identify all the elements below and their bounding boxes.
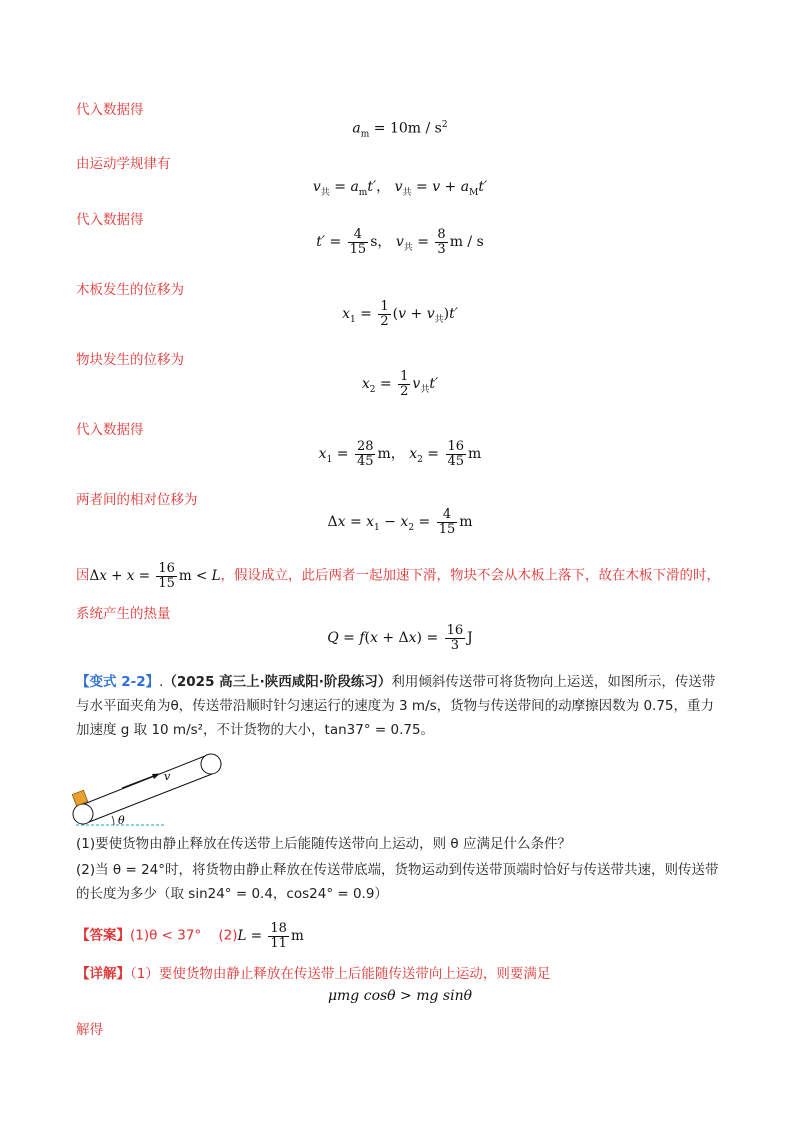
detail-label: 【详解】 xyxy=(76,966,130,982)
question-2: (2)当 θ = 24°时，将货物由静止释放在传送带底端，货物运动到传送带顶端时恰好与传送带共速，则传送带 的长度为多少（取 sin24° = 0.4，cos24° = 0.9） xyxy=(76,862,719,902)
text-line: 物块发生的位移为 xyxy=(76,352,184,368)
text-line: 解得 xyxy=(76,1022,103,1038)
equation-t: t′ = $\frac{4}{15}$ s， $v_共$ = $\frac{8}{3}$ m / s xyxy=(316,227,484,257)
conveyor-figure xyxy=(72,748,222,828)
answer-label: 【答案】 xyxy=(76,927,130,944)
equation-x1: $x_1$ = $\frac{1}{2}$ $(v + v_共)t'$ xyxy=(342,299,458,329)
detail-line: 【详解】（1）要使货物由静止释放在传送带上后能随传送带向上运动，则要满足 xyxy=(76,966,551,982)
text-line: 木板发生的位移为 xyxy=(76,282,184,298)
equation-x2: $x_2$ = $\frac{1}{2}$ $v_共t'$ xyxy=(361,369,439,399)
problem-source: （2025 高三上·陕西咸阳·阶段练习） xyxy=(163,674,392,690)
text-line: 由运动学规律有 xyxy=(76,156,171,172)
problem-label: 【变式 2-2】 xyxy=(76,674,160,690)
answer-line: 【答案】(1)θ < 37° (2)L = $\frac{18}{11}$ m xyxy=(76,921,304,951)
question-1: (1)要使货物由静止释放在传送带上后能随传送带向上运动，则 θ 应满足什么条件？ xyxy=(76,836,571,852)
text-line: 代入数据得 xyxy=(76,422,144,438)
equation-heat: Q = f(x + Δx) = $\frac{16}{3}$ J xyxy=(327,623,473,653)
equation-condition: μmg cosθ > mg sinθ xyxy=(327,988,473,1004)
text-line: 两者间的相对位移为 xyxy=(76,492,198,508)
equation-a: $a_m = 10m / s^2$ xyxy=(352,120,448,140)
equation-x-values: $x_1$ = $\frac{28}{45}$ m， $x_2$ = $\frac{16}{45}$ m xyxy=(318,439,482,469)
theta-label: θ xyxy=(118,814,125,827)
problem-block: 【变式 2-2】.（2025 高三上·陕西咸阳·阶段练习）利用倾斜传送带可将货物向上运送，如图所示，传送带 与水平面夹角为θ，传送带沿顺时针匀速运行的速度为 3 m/s，货物与传送带间的动摩擦因数为 0.75，重力 加速度 g 取 10 m/s²，不计货物的大小，tan37° = 0.75。 xyxy=(76,674,716,738)
text-line: 因Δx + x = $\frac{16}{15}$ m < L，假设成立，此后两者一起加速下滑，物块不会从木板上落下，故在木板下滑的时， xyxy=(76,561,721,591)
velocity-label: v xyxy=(164,770,171,783)
text-line: 系统产生的热量 xyxy=(76,606,171,622)
equation-v-common: $v_共 = a_mt'$， $v_共 = v + a_Mt'$ xyxy=(312,179,488,198)
text-line: 代入数据得 xyxy=(76,212,144,228)
text-line: 代入数据得 xyxy=(76,102,144,118)
equation-delta-x: $\Delta x = x_1 - x_2$ = $\frac{4}{15}$ m xyxy=(327,507,473,537)
